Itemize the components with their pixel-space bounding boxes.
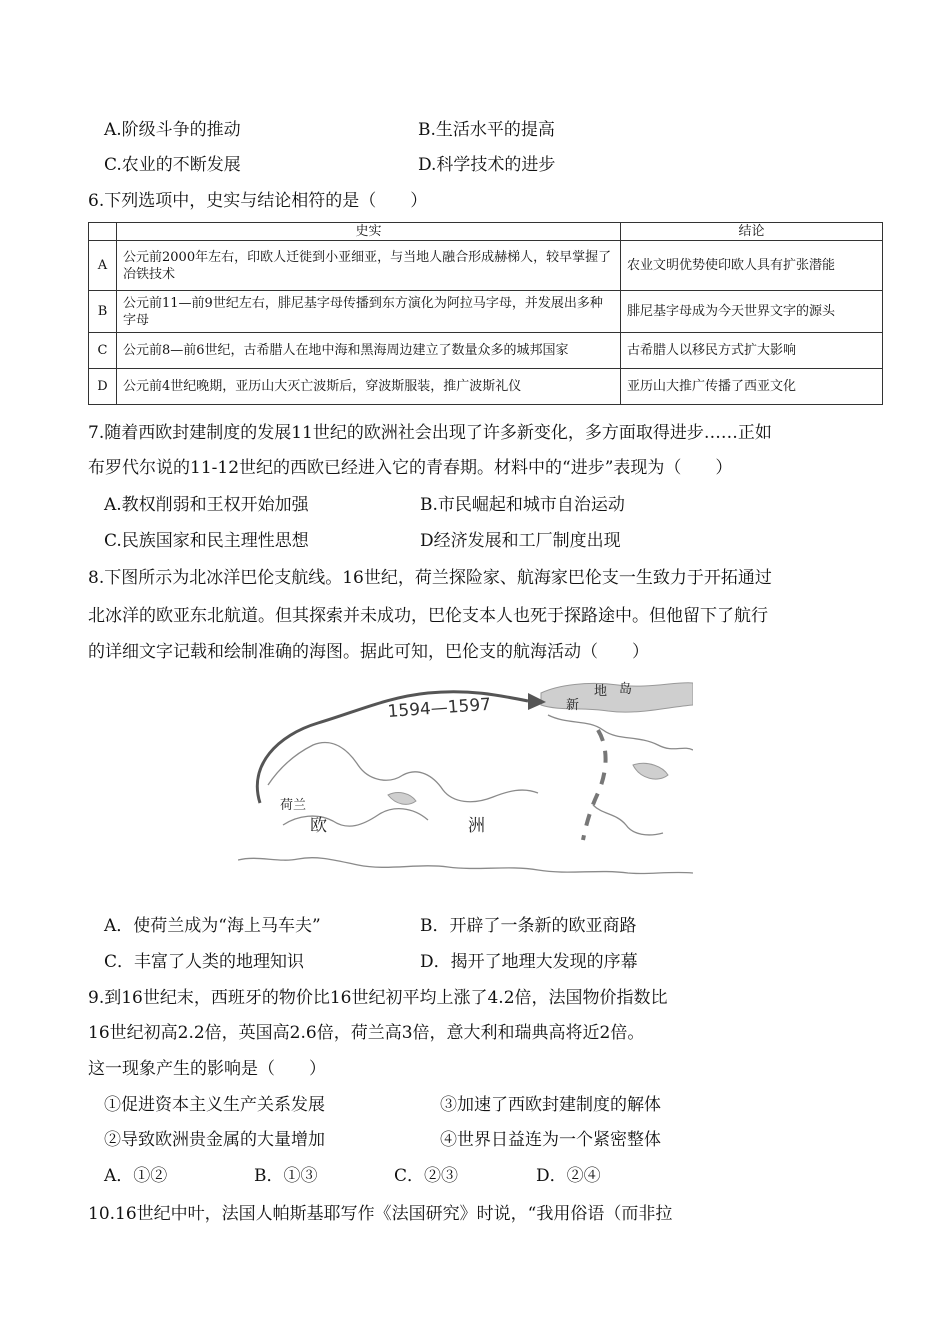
q5-option-a: A.阶级斗争的推动 — [104, 120, 241, 140]
q8-option-b: B．开辟了一条新的欧亚商路 — [420, 916, 637, 936]
q5-option-c: C.农业的不断发展 — [104, 155, 241, 175]
map-label-dao: 岛 — [619, 682, 633, 697]
row-fact: 公元前4世纪晚期，亚历山大灭亡波斯后，穿波斯服装，推广波斯礼仪 — [117, 369, 621, 405]
barents-route-map — [238, 675, 693, 887]
map-label-di: 地 — [594, 684, 608, 699]
row-conclusion: 腓尼基字母成为今天世界文字的源头 — [621, 291, 883, 333]
row-letter: C — [89, 333, 117, 369]
table-row — [89, 241, 883, 291]
table-header-row — [89, 223, 883, 241]
q8-option-c: C．丰富了人类的地理知识 — [104, 952, 305, 972]
row-fact: 公元前8—前6世纪，古希腊人在地中海和黑海周边建立了数量众多的城邦国家 — [117, 333, 621, 369]
q5-option-d: D.科学技术的进步 — [418, 155, 556, 175]
row-conclusion: 亚历山大推广传播了西亚文化 — [621, 369, 883, 405]
map-label-holland: 荷兰 — [280, 798, 307, 813]
table-header-fact: 史实 — [117, 223, 621, 241]
q9-stem-line1: 9.到16世纪末，西班牙的物价比16世纪初平均上涨了4.2倍，法国物价指数比 — [88, 988, 668, 1008]
table-row — [89, 369, 883, 405]
q9-option-c: C．②③ — [394, 1166, 459, 1186]
q7-option-b: B.市民崛起和城市自治运动 — [420, 495, 625, 515]
q5-option-b: B.生活水平的提高 — [418, 120, 555, 140]
row-fact: 公元前11—前9世纪左右，腓尼基字母传播到东方演化为阿拉马字母，并发展出多种字母 — [117, 291, 621, 333]
row-letter: A — [89, 241, 117, 291]
row-letter: B — [89, 291, 117, 333]
novaya-zemlya-shape — [541, 683, 693, 712]
q9-statement-2: ②导致欧洲贵金属的大量增加 — [104, 1130, 325, 1150]
map-label-zhou: 洲 — [468, 816, 485, 836]
table-header-conclusion: 结论 — [621, 223, 883, 241]
q9-statement-3: ③加速了西欧封建制度的解体 — [440, 1095, 661, 1115]
q9-statement-1: ①促进资本主义生产关系发展 — [104, 1095, 325, 1115]
route-years-label: 1594—1597 — [386, 694, 492, 722]
q8-stem-line1: 8.下图所示为北冰洋巴伦支航线。16世纪，荷兰探险家、航海家巴伦支一生致力于开拓通过 — [88, 568, 772, 588]
q9-option-a: A．①② — [104, 1166, 168, 1186]
q9-option-d: D．②④ — [536, 1166, 601, 1186]
row-letter: D — [89, 369, 117, 405]
q7-stem-line2: 布罗代尔说的11-12世纪的西欧已经进入它的青春期。材料中的“进步”表现为（ ） — [88, 458, 733, 478]
q6-stem: 6.下列选项中，史实与结论相符的是（ ） — [88, 191, 428, 211]
q7-stem-line1: 7.随着西欧封建制度的发展11世纪的欧洲社会出现了许多新变化，多方面取得进步……正如 — [88, 423, 772, 443]
row-conclusion: 农业文明优势使印欧人具有扩张潜能 — [621, 241, 883, 291]
q8-option-d: D．揭开了地理大发现的序幕 — [420, 952, 638, 972]
q8-option-a: A．使荷兰成为“海上马车夫” — [104, 916, 321, 936]
q8-stem-line3: 的详细文字记载和绘制准确的海图。据此可知，巴伦支的航海活动（ ） — [88, 642, 649, 662]
q10-stem-line1: 10.16世纪中叶，法国人帕斯基耶写作《法国研究》时说，“我用俗语（而非拉 — [88, 1204, 673, 1224]
table-header-blank — [89, 223, 117, 241]
q7-option-d: D经济发展和工厂制度出现 — [420, 531, 621, 551]
map-label-ou: 欧 — [310, 816, 327, 836]
q7-option-a: A.教权削弱和王权开始加强 — [104, 495, 309, 515]
q7-option-c: C.民族国家和民主理性思想 — [104, 531, 309, 551]
row-conclusion: 古希腊人以移民方式扩大影响 — [621, 333, 883, 369]
q9-stem-line2: 16世纪初高2.2倍，英国高2.6倍，荷兰高3倍，意大利和瑞典高将近2倍。 — [88, 1023, 645, 1043]
table-row — [89, 291, 883, 333]
q9-option-b: B．①③ — [254, 1166, 318, 1186]
table-row — [89, 333, 883, 369]
row-fact: 公元前2000年左右，印欧人迁徙到小亚细亚，与当地人融合形成赫梯人，较早掌握了冶铁技术 — [117, 241, 621, 291]
q8-stem-line2: 北冰洋的欧亚东北航道。但其探索并未成功，巴伦支本人也死于探路途中。但他留下了航行 — [88, 606, 768, 626]
q9-statement-4: ④世界日益连为一个紧密整体 — [440, 1130, 661, 1150]
map-label-xin: 新 — [566, 698, 580, 713]
q6-table — [88, 222, 883, 405]
q9-stem-line3: 这一现象产生的影响是（ ） — [88, 1059, 326, 1079]
